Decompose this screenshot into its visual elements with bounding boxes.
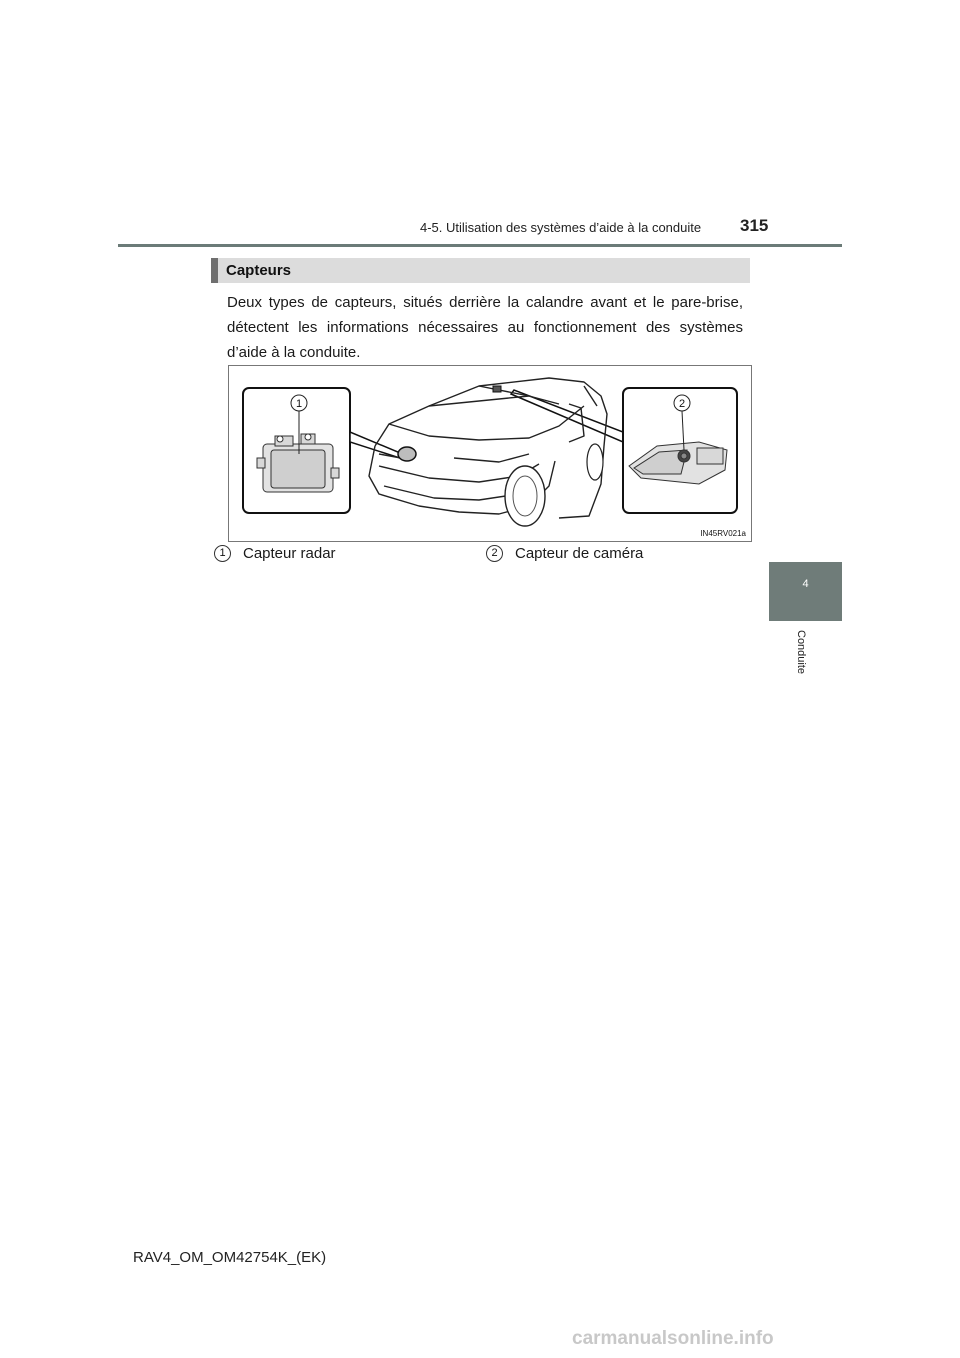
radar-pointer <box>350 432 405 459</box>
caption-radar <box>214 545 336 562</box>
caption-1-text: Capteur radar <box>243 545 336 562</box>
body-paragraph: Deux types de capteurs, situés derrière la calandre avant et le pare-brise, détectent les informations nécessaires au fonctionnement des systèmes d’aide à la conduite. <box>227 294 743 361</box>
callout-2-label: 2 <box>678 398 686 410</box>
emblem-radar-location <box>398 447 416 461</box>
car-sensors-drawing <box>229 366 751 541</box>
caption-camera <box>486 545 643 562</box>
section-heading-bar <box>211 258 750 283</box>
caption-2-text: Capteur de caméra <box>515 545 644 562</box>
section-heading: Capteurs <box>226 262 292 279</box>
callout-1-label: 1 <box>295 398 303 410</box>
sensor-illustration <box>228 365 752 542</box>
caption-2-number: 2 <box>486 545 503 562</box>
camera-location-marker <box>493 386 501 392</box>
chapter-number: 4 <box>802 578 809 590</box>
chapter-tab[interactable] <box>769 562 842 621</box>
front-wheel <box>505 466 545 526</box>
header-divider <box>118 244 842 247</box>
document-id: RAV4_OM_OM42754K_(EK) <box>133 1249 327 1266</box>
caption-1-number: 1 <box>214 545 231 562</box>
header-section-title: 4-5. Utilisation des systèmes d’aide à la conduite <box>420 220 702 235</box>
figure-code: IN45RV021a <box>700 529 746 538</box>
section-heading-accent <box>211 258 218 283</box>
chapter-label: Conduite <box>795 630 807 675</box>
watermark: carmanualsonline.info <box>572 1328 774 1349</box>
page-number: 315 <box>740 216 769 235</box>
rear-wheel <box>587 444 603 480</box>
